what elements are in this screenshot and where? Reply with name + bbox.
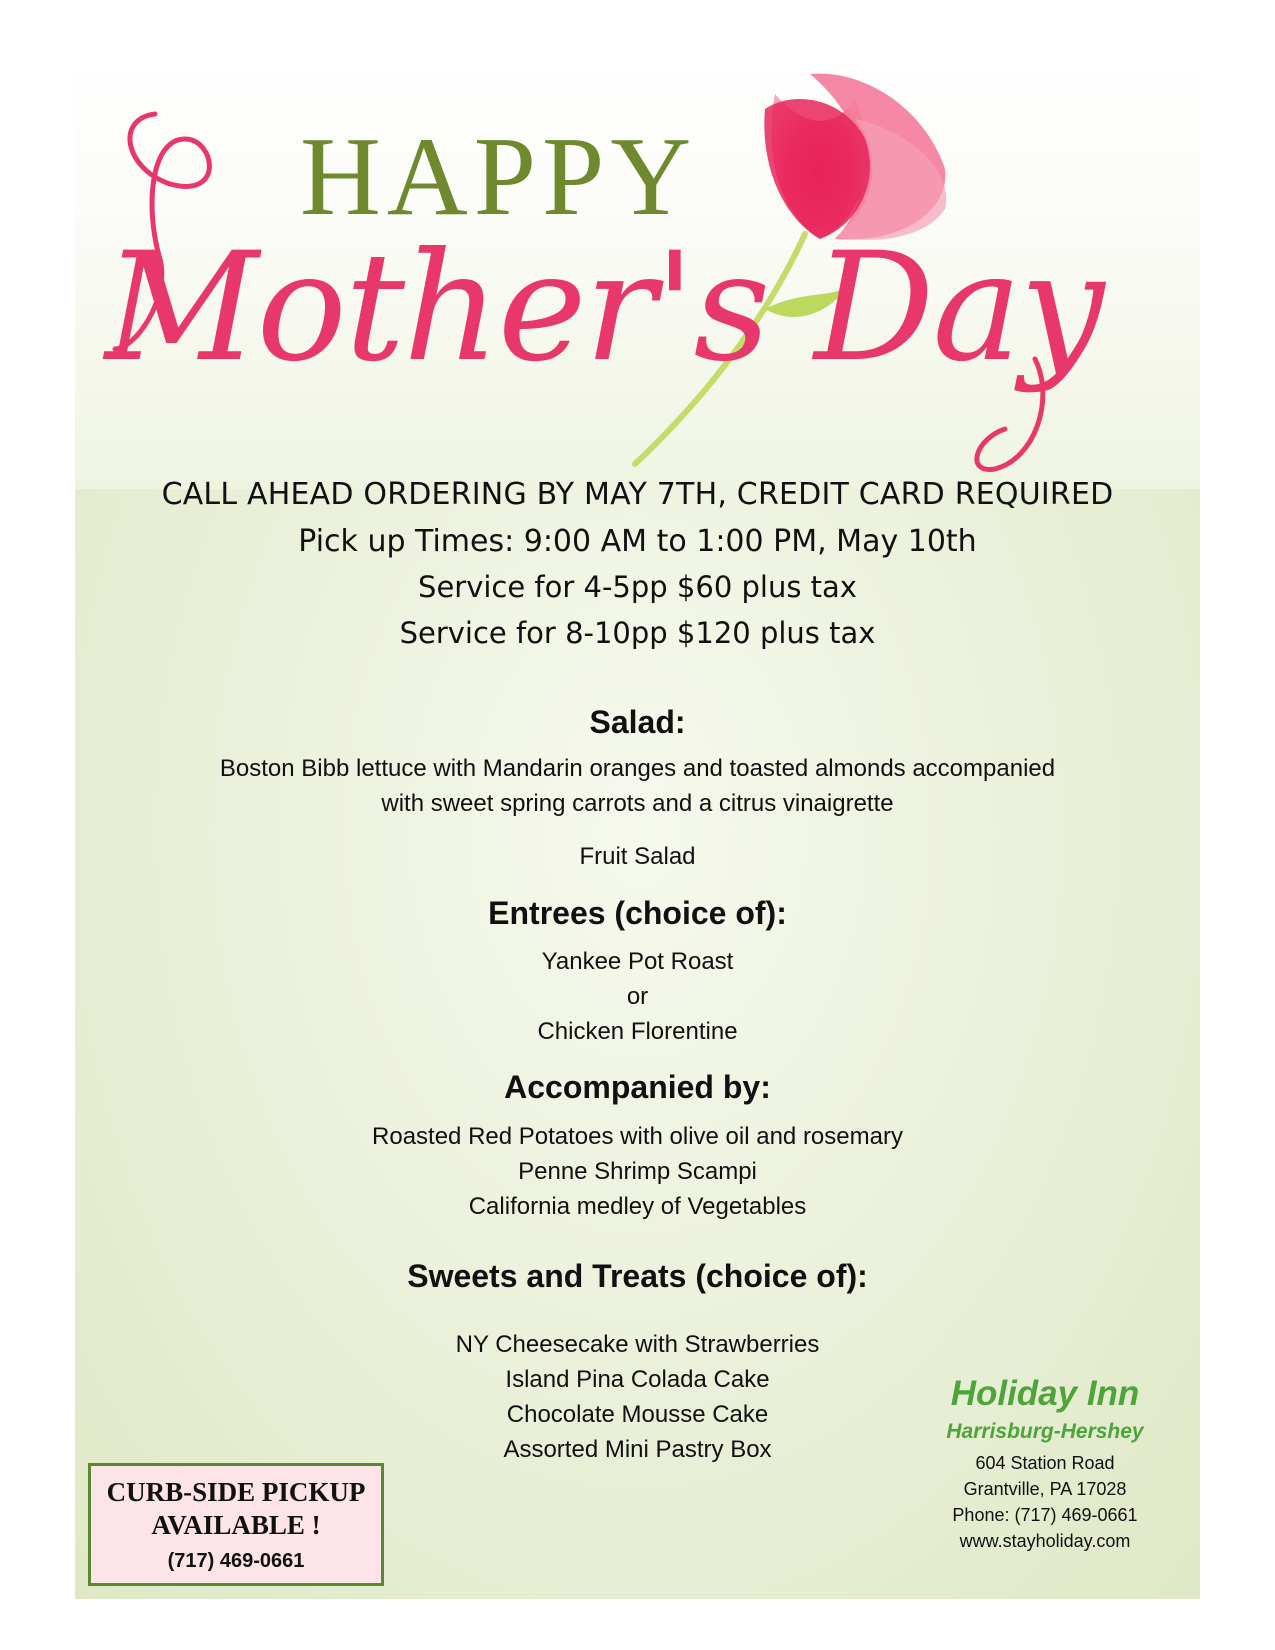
entree-or: or xyxy=(626,983,649,1010)
hotel-name: Holiday Inn xyxy=(950,1374,1140,1413)
fruit-salad: Fruit Salad xyxy=(579,843,696,870)
hotel-info xyxy=(925,1374,1165,1554)
sweet-item: Island Pina Colada Cake xyxy=(505,1366,770,1393)
accompaniment-item: Penne Shrimp Scampi xyxy=(518,1158,757,1185)
curbside-phone: (717) 469-0661 xyxy=(167,1550,305,1572)
salad-heading: Salad: xyxy=(589,704,686,740)
salad-line-2: with sweet spring carrots and a citrus vinaigrette xyxy=(381,790,894,817)
service-small: Service for 4-5pp $60 plus tax xyxy=(418,570,857,604)
curbside-pickup-box xyxy=(88,1463,384,1586)
service-large: Service for 8-10pp $120 plus tax xyxy=(399,616,876,650)
mothers-day-banner xyxy=(75,59,1200,489)
hotel-phone: Phone: (717) 469-0661 xyxy=(952,1505,1138,1525)
tulip-flower-icon xyxy=(764,74,946,240)
hotel-location: Harrisburg-Hershey xyxy=(946,1420,1144,1443)
sweet-item: Chocolate Mousse Cake xyxy=(506,1401,769,1428)
curbside-available: AVAILABLE ! xyxy=(151,1510,321,1540)
sweet-item: NY Cheesecake with Strawberries xyxy=(455,1331,820,1358)
hotel-website-link[interactable]: www.stayholiday.com xyxy=(959,1531,1131,1551)
sweets-heading: Sweets and Treats (choice of): xyxy=(407,1258,868,1294)
accompaniment-item: California medley of Vegetables xyxy=(468,1193,807,1220)
hotel-city: Grantville, PA 17028 xyxy=(963,1479,1127,1499)
banner-artwork xyxy=(75,59,1200,489)
hotel-address: 604 Station Road xyxy=(975,1453,1115,1473)
curbside-title: CURB-SIDE PICKUP xyxy=(106,1477,366,1507)
pickup-times: Pick up Times: 9:00 AM to 1:00 PM, May 10th xyxy=(298,524,977,559)
entrees-heading: Entrees (choice of): xyxy=(488,895,787,931)
salad-line-1: Boston Bibb lettuce with Mandarin oranges and toasted almonds accompanied xyxy=(219,755,1056,782)
entree-item: Yankee Pot Roast xyxy=(541,948,734,975)
accompanied-heading: Accompanied by: xyxy=(504,1069,771,1105)
mothers-day-script: Mother's Day xyxy=(105,221,1103,395)
happy-text: HAPPY xyxy=(300,115,698,239)
accompaniment-item: Roasted Red Potatoes with olive oil and rosemary xyxy=(372,1123,903,1150)
flyer xyxy=(75,59,1200,1599)
sweet-item: Assorted Mini Pastry Box xyxy=(503,1436,772,1463)
order-callout: CALL AHEAD ORDERING BY MAY 7TH, CREDIT CARD REQUIRED xyxy=(161,477,1114,512)
entree-item: Chicken Florentine xyxy=(537,1018,738,1045)
